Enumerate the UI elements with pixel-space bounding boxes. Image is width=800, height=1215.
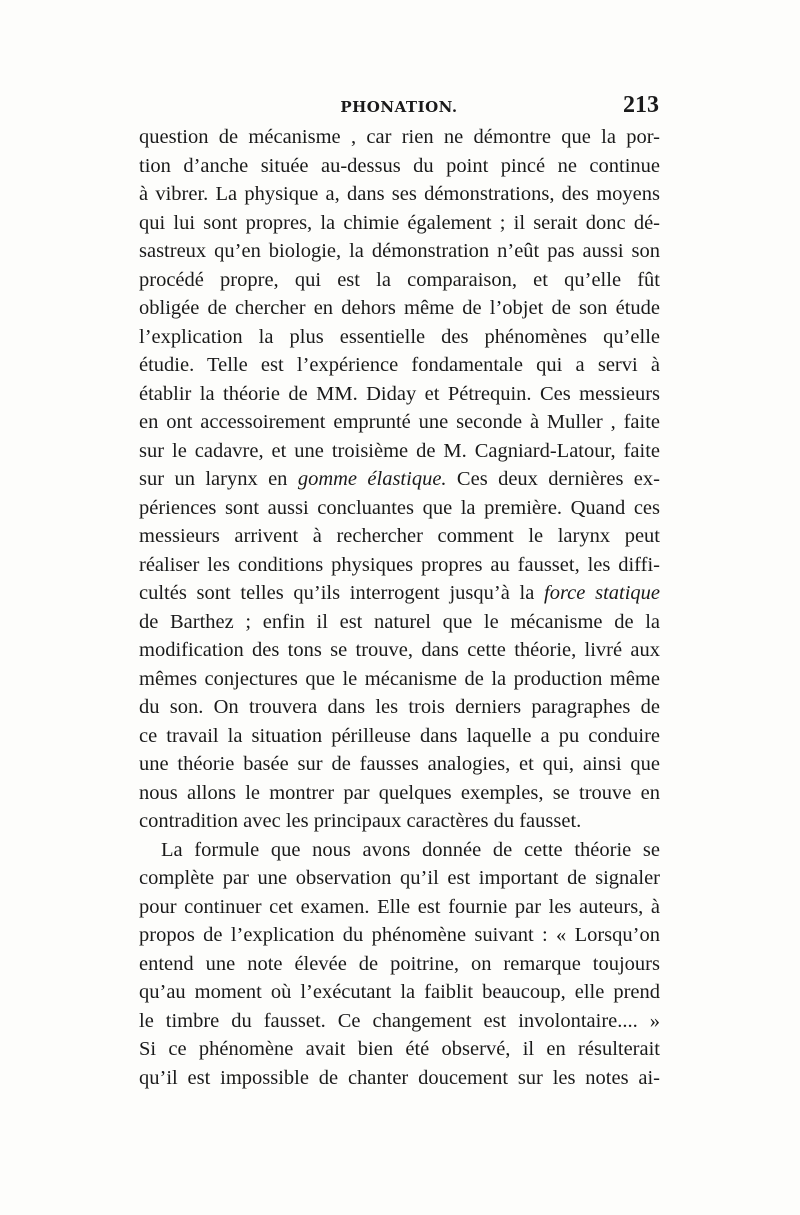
text-segment: Ces deux dernières ex- xyxy=(446,468,660,490)
text-line: obligée de chercher en dehors même de l’objet de son étude xyxy=(139,297,660,319)
text-line: l’explication la plus essentielle des phénomènes qu’elle xyxy=(139,325,660,348)
text-line: procédé propre, qui est la comparaison, et qu’elle fût xyxy=(139,268,660,291)
text-segment: sur un larynx en xyxy=(139,468,298,490)
text-line xyxy=(139,465,660,494)
body-text xyxy=(139,123,660,1089)
text-line: entend une note élevée de poitrine, on remarque toujours xyxy=(139,952,660,975)
text-line: à vibrer. La physique a, dans ses démonstrations, des moyens xyxy=(139,183,660,205)
text-line: La formule que nous avons donnée de cette théorie se xyxy=(161,838,660,861)
text-line: messieurs arrivent à rechercher comment le larynx peut xyxy=(139,525,660,547)
running-head xyxy=(139,92,659,122)
paragraph xyxy=(139,836,660,1093)
text-segment: cultés sont telles qu’ils interrogent jusqu’à la xyxy=(139,582,545,604)
text-line: périences sont aussi concluantes que la première. Quand ces xyxy=(139,496,660,519)
running-title: PHONATION. xyxy=(340,98,458,116)
text-line: mêmes conjectures que le mécanisme de la production même xyxy=(139,667,660,690)
text-line: qu’il est impossible de chanter doucement sur les notes ai- xyxy=(139,1066,660,1089)
text-line: sur le cadavre, et une troisième de M. Cagniard-Latour, faite xyxy=(139,439,660,462)
italic-term: gomme élastique. xyxy=(297,468,447,490)
text-line: pour continuer cet examen. Elle est fournie par les auteurs, à xyxy=(139,895,660,918)
text-line: en ont accessoirement emprunté une seconde à Muller , faite xyxy=(139,411,660,433)
text-line: une théorie basée sur de fausses analogies, et qui, ainsi que xyxy=(139,753,660,775)
text-line xyxy=(139,579,660,608)
text-line: du son. On trouvera dans les trois derniers paragraphes de xyxy=(139,696,660,718)
text-line: complète par une observation qu’il est important de signaler xyxy=(139,867,660,889)
page-number: 213 xyxy=(623,92,659,118)
text-line: de Barthez ; enfin il est naturel que le mécanisme de la xyxy=(139,610,660,633)
text-line: contradition avec les principaux caractères du fausset. xyxy=(139,810,582,832)
text-line: qu’au moment où l’exécutant la faiblit beaucoup, elle prend xyxy=(139,981,660,1003)
text-line: le timbre du fausset. Ce changement est involontaire.... » xyxy=(139,1009,660,1032)
text-line: établir la théorie de MM. Diday et Pétrequin. Ces messieurs xyxy=(139,382,660,405)
text-line: modification des tons se trouve, dans cette théorie, livré aux xyxy=(139,639,660,661)
text-line: propos de l’explication du phénomène suivant : « Lorsqu’on xyxy=(139,924,660,946)
text-line: réaliser les conditions physiques propres au fausset, les diffi- xyxy=(139,553,660,576)
paragraph xyxy=(139,123,660,836)
text-line: étudie. Telle est l’expérience fondamentale qui a servi à xyxy=(139,354,660,376)
text-line: qui lui sont propres, la chimie également ; il serait donc dé- xyxy=(139,211,660,234)
text-line: Si ce phénomène avait bien été observé, il en résulterait xyxy=(139,1038,660,1060)
text-line: nous allons le montrer par quelques exemples, se trouve en xyxy=(139,781,660,804)
text-line: question de mécanisme , car rien ne démontre que la por- xyxy=(139,126,660,148)
text-line: tion d’anche située au-dessus du point pincé ne continue xyxy=(139,154,660,177)
text-line: sastreux qu’en biologie, la démonstration n’eût pas aussi son xyxy=(139,240,660,262)
italic-term: force statique xyxy=(544,582,660,604)
text-line: ce travail la situation périlleuse dans laquelle a pu conduire xyxy=(139,724,660,747)
